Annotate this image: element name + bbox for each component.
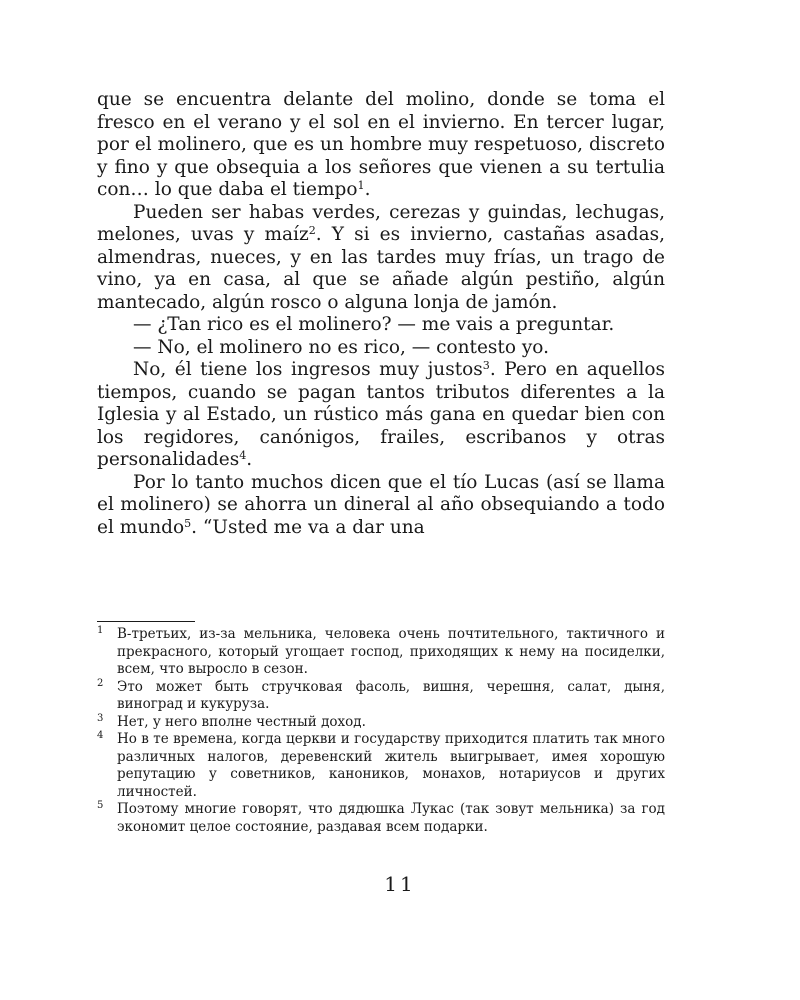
footnote-5	[97, 801, 665, 836]
paragraph-5	[97, 359, 665, 472]
paragraph-6-text-a: Por lo tanto muchos dicen que el tío Lucas (así se llama el molinero) se ahorra un dineral al año obsequiando a todo el mundo	[97, 471, 665, 538]
footnote-divider	[97, 621, 195, 622]
footnote-text: Нет, у него вполне честный доход.	[117, 713, 366, 730]
paragraph-2-text-b: . Y si es invierno, castañas asadas, almendras, nueces, y en las tardes muy frías, un trago de vino, ya en casa, al que se añade algún pestiño, algún mantecado, algún rosco o alguna lonja de jamón.	[97, 224, 665, 313]
paragraph-1-end: .	[364, 179, 371, 200]
footnote-3	[97, 714, 665, 732]
footnote-text: В-третьих, из-за мельника, человека очень почтительного, тактичного и прекрасного, который угощает господ, приходящих к нему на посиделки, всем, что выросло в сезон.	[117, 626, 665, 677]
footnote-number: 4	[97, 730, 104, 741]
dialogue-line-2: — No, el molinero no es rico, — contesto yo.	[133, 336, 549, 358]
dialogue-line-1: — ¿Tan rico es el molinero? — me vais a preguntar.	[133, 314, 615, 335]
footnote-text: Это может быть стручковая фасоль, вишня, черешня, салат, дыня, виноград и кукуруза.	[117, 678, 665, 712]
footnote-number: 3	[97, 712, 104, 724]
footnote-2	[97, 679, 665, 714]
main-text	[97, 89, 665, 539]
paragraph-6-text-b: . “Usted me va a dar una	[191, 516, 425, 538]
paragraph-1	[97, 89, 665, 202]
footnote-number: 5	[97, 800, 104, 811]
footnote-number: 1	[97, 625, 104, 636]
paragraph-5-text-b: . Pero en aquellos tiempos, cuando se pagan tantos tributos diferentes a la Iglesia y al Estado, un rústico más gana en quedar bien con los regidores, canónigos, frailes, escribanos y otras personalidades	[97, 359, 665, 470]
footnote-text: Поэтому многие говорят, что дядюшка Лукас (так зовут мельника) за год экономит целое состояние, раздавая всем подарки.	[117, 801, 665, 835]
paragraph-2-text-a: Pueden ser habas verdes, cerezas y guindas, lechugas, melones, uvas y maíz	[97, 201, 665, 245]
footnote-text: Но в те времена, когда церкви и государству приходится платить так много различных налогов, деревенский житель выигрывает, имея хорошую репутацию у советников, каноников, монахов, нотариусов и других личностей.	[117, 731, 665, 800]
footnote-ref-4: 4	[239, 448, 247, 462]
footnote-ref-5: 5	[184, 516, 192, 530]
paragraph-5-text-c: .	[246, 449, 253, 470]
footnotes	[97, 626, 665, 836]
paragraph-5-text-a: No, él tiene los ingresos muy justos	[133, 359, 483, 380]
page-number: 11	[384, 872, 416, 896]
footnote-4	[97, 731, 665, 801]
footnote-ref-3: 3	[482, 358, 490, 372]
footnote-1	[97, 626, 665, 679]
footnote-ref-1: 1	[357, 178, 365, 192]
footnote-number: 2	[97, 677, 104, 689]
paragraph-2	[97, 202, 665, 315]
paragraph-6	[97, 472, 665, 540]
paragraph-1-text: que se encuentra delante del molino, donde se toma el fresco en el verano y el sol en el invierno. En tercer lugar, por el molinero, que es un hombre muy respetuoso, discreto y fino y que obsequia a los señores que vienen a su tertulia con… lo que daba el tiempo	[97, 89, 665, 200]
footnote-ref-2: 2	[308, 223, 316, 237]
